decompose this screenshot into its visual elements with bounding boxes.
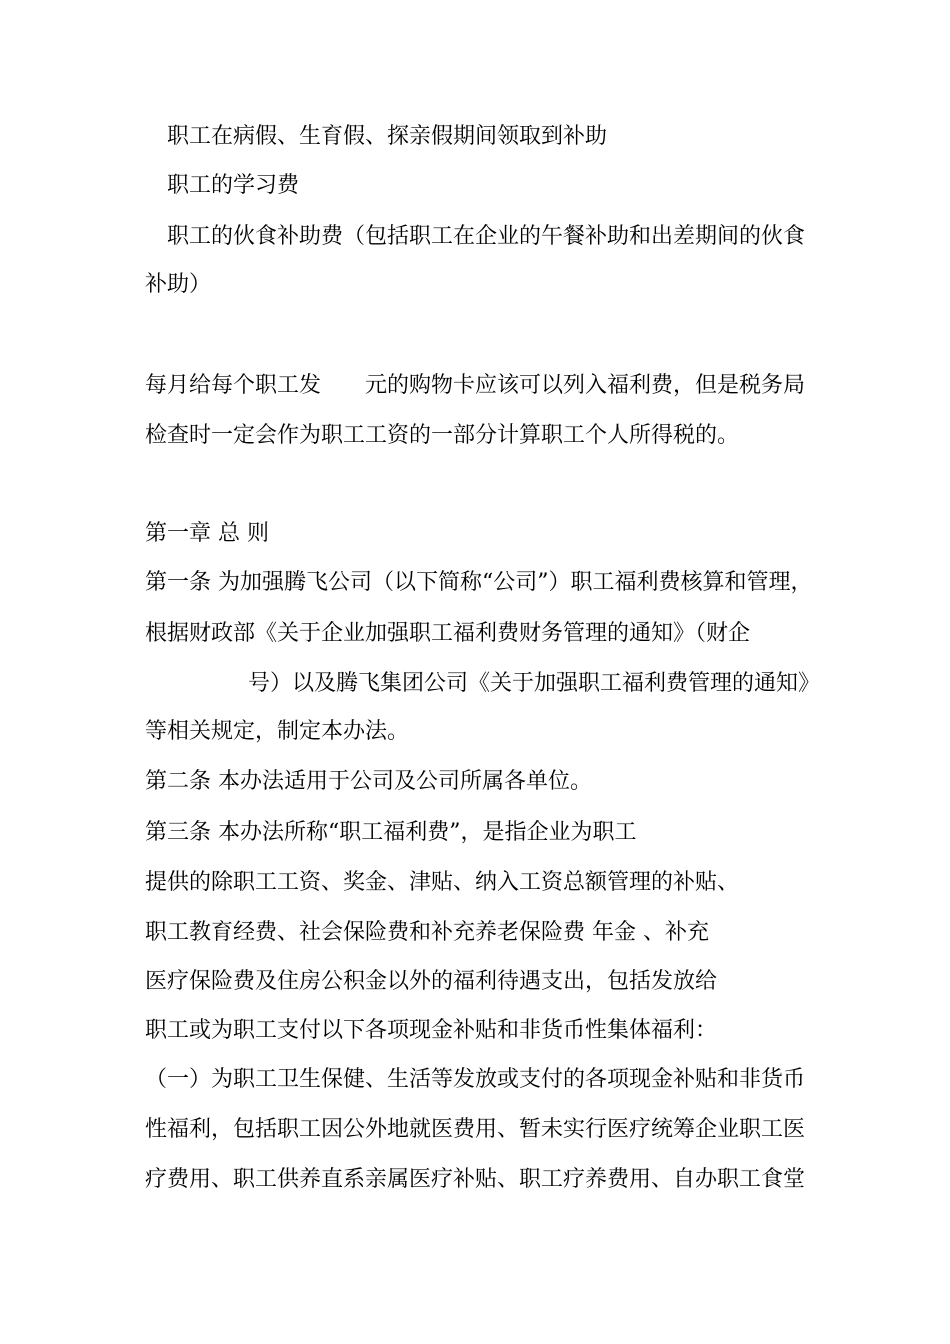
text-line: 检查时一定会作为职工工资的一部分计算职工个人所得税的。 bbox=[145, 423, 740, 448]
text-line: （一）为职工卫生保健、生活等发放或支付的各项现金补贴和非货币 bbox=[145, 1067, 806, 1092]
text-line: 第三条 本办法所称“职工福利费”，是指企业为职工 bbox=[145, 820, 637, 845]
text-line: 性福利，包括职工因公外地就医费用、暂未实行医疗统筹企业职工医 bbox=[145, 1117, 806, 1142]
text-line: 号）以及腾飞集团公司《关于加强职工福利费管理的通知》 bbox=[248, 671, 821, 696]
text-line: 职工或为职工支付以下各项现金补贴和非货币性集体福利： bbox=[145, 1018, 718, 1043]
text-line: 职工的伙食补助费（包括职工在企业的午餐补助和出差期间的伙食 bbox=[167, 224, 806, 249]
text-line: 提供的除职工工资、奖金、津贴、纳入工资总额管理的补贴、 bbox=[145, 870, 740, 895]
text-line: 职工教育经费、社会保险费和补充养老保险费 年金 、补充 bbox=[145, 920, 709, 945]
text-line: 职工的学习费 bbox=[167, 173, 300, 198]
text-line: 第一条 为加强腾飞公司（以下简称“公司”）职工福利费核算和管理， bbox=[145, 570, 813, 595]
text-line: 第二条 本办法适用于公司及公司所属各单位。 bbox=[145, 769, 592, 794]
text-line: 职工在病假、生育假、探亲假期间领取到补助 bbox=[167, 124, 608, 149]
chapter-heading: 第一章 总 则 bbox=[145, 521, 269, 546]
text-line: 医疗保险费及住房公积金以外的福利待遇支出，包括发放给 bbox=[145, 969, 718, 994]
text-line: 每月给每个职工发 元的购物卡应该可以列入福利费，但是税务局 bbox=[145, 373, 806, 398]
text-line: 疗费用、职工供养直系亲属医疗补贴、职工疗养费用、自办职工食堂 bbox=[145, 1167, 806, 1192]
text-line: 等相关规定，制定本办法。 bbox=[145, 719, 410, 744]
text-line: 补助） bbox=[145, 272, 212, 297]
text-line: 根据财政部《关于企业加强职工福利费财务管理的通知》（财企 bbox=[145, 621, 751, 646]
